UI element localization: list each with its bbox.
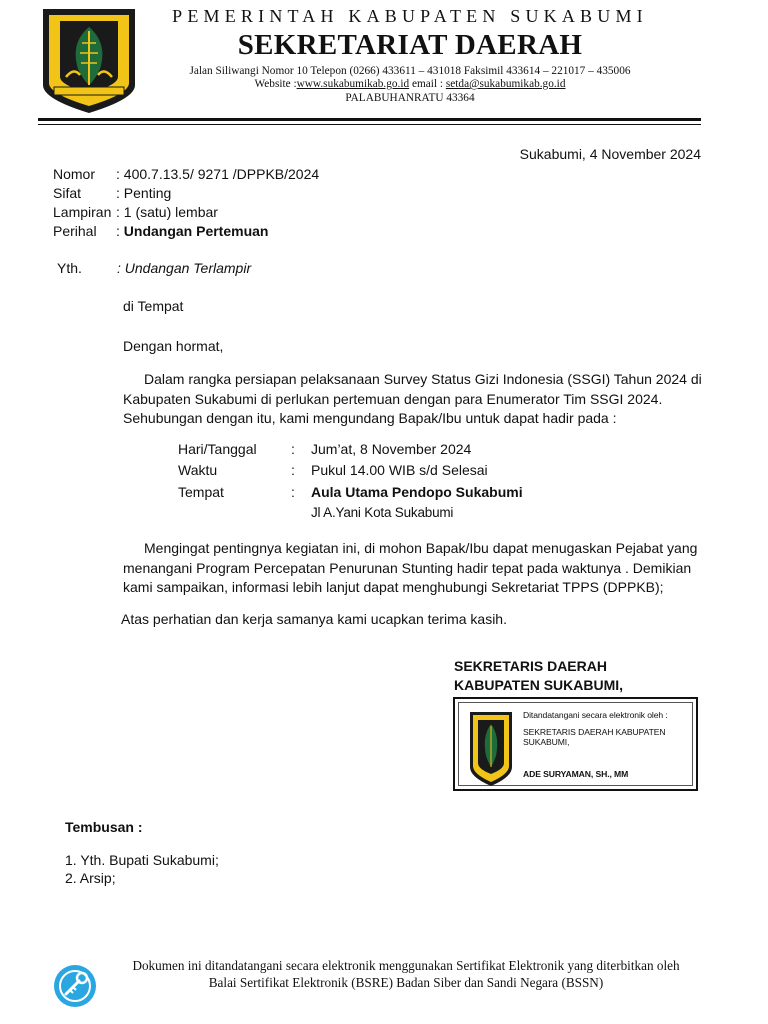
meta-row-sifat — [53, 185, 171, 201]
tembusan-item: 2. Arsip; — [65, 870, 116, 886]
meta-label: Perihal — [53, 223, 97, 239]
bsre-logo-icon — [52, 963, 98, 1009]
event-colon: : — [291, 441, 295, 457]
email-prefix: email : — [411, 78, 444, 90]
esign-signer-name: ADE SURYAMAN, SH., MM — [523, 769, 629, 779]
paragraph-text: Mengingat pentingnya kegiatan ini, di mohon Bapak/Ibu dapat menugaskan Pejabat yang menangani Program Percepatan Penurunan Stunting hadir tepat pada waktunya . Demikian kami sampaikan, informasi lebih lanjut dapat menghubungi Sekretariat TPPS (DPPKB); — [123, 540, 698, 595]
footer-line2: Balai Sertifikat Elektronik (BSRE) Badan Siber dan Sandi Negara (BSSN) — [208, 975, 604, 990]
recipient-label: Yth. — [57, 260, 82, 276]
event-time-label: Waktu — [178, 462, 218, 478]
meta-value: : 400.7.13.5/ 9271 /DPPKB/2024 — [116, 166, 320, 182]
greeting: Dengan hormat, — [123, 338, 224, 354]
signer-title-line2: KABUPATEN SUKABUMI, — [454, 677, 624, 693]
website-link[interactable]: www.sukabumikab.go.id — [296, 78, 410, 90]
event-colon: : — [291, 462, 295, 478]
meta-value: : — [116, 223, 124, 239]
office-title: SEKRETARIAT DAERAH — [237, 29, 583, 61]
meta-row-lampiran — [53, 204, 218, 220]
event-venue-address: Jl A.Yani Kota Sukabumi — [311, 505, 454, 520]
meta-label: Nomor — [53, 166, 96, 182]
signature-inner-frame — [458, 702, 693, 786]
website-prefix: Website : — [254, 78, 297, 90]
meta-label: Sifat — [53, 185, 82, 201]
body-paragraph-1 — [123, 370, 708, 429]
footer-line1: Dokumen ini ditandatangani secara elektronik menggunakan Sertifikat Elektronik yang diterbitkan oleh — [132, 958, 680, 973]
electronic-signature-box — [453, 697, 698, 791]
event-time-value: Pukul 14.00 WIB s/d Selesai — [311, 462, 488, 478]
meta-row-perihal — [53, 223, 268, 239]
body-paragraph-2 — [123, 539, 708, 598]
letterhead-divider-thick — [38, 118, 701, 121]
footer-notice — [108, 957, 704, 991]
tembusan-item: 1. Yth. Bupati Sukabumi; — [65, 852, 219, 868]
meta-row-nomor — [53, 166, 319, 182]
email-link[interactable]: setda@sukabumikab.go.id — [445, 78, 566, 90]
postal-code: PALABUHANRATU 43364 — [345, 92, 475, 104]
event-venue-label: Tempat — [178, 484, 224, 500]
meta-label: Lampiran — [53, 204, 112, 220]
event-venue-value: Aula Utama Pendopo Sukabumi — [311, 484, 523, 500]
signer-title-line1: SEKRETARIS DAERAH — [454, 658, 607, 674]
esign-position: SEKRETARIS DAERAH KABUPATEN SUKABUMI, — [523, 727, 666, 747]
event-colon: : — [291, 484, 295, 500]
tembusan-title: Tembusan : — [65, 819, 143, 835]
contact-line — [160, 78, 660, 91]
regency-crest-logo — [40, 7, 138, 115]
meta-value: : Penting — [116, 185, 172, 201]
government-name: PEMERINTAH KABUPATEN SUKABUMI — [172, 6, 648, 26]
letter-subject: Undangan Pertemuan — [123, 223, 269, 239]
recipient-value: : Undangan Terlampir — [117, 260, 252, 276]
signature-crest-logo — [469, 711, 513, 787]
letter-date: Sukabumi, 4 November 2024 — [519, 146, 701, 162]
meta-value: : 1 (satu) lembar — [116, 204, 218, 220]
closing-sentence: Atas perhatian dan kerja samanya kami ucapkan terima kasih. — [121, 611, 507, 627]
recipient-place: di Tempat — [123, 298, 184, 314]
esign-caption: Ditandatangani secara elektronik oleh : — [523, 710, 668, 720]
event-day-label: Hari/Tanggal — [178, 441, 257, 457]
letterhead-divider-thin — [38, 124, 701, 125]
paragraph-text: Dalam rangka persiapan pelaksanaan Survey Status Gizi Indonesia (SSGI) Tahun 2024 di Kabupaten Sukabumi di perlukan pertemuan dengan para Enumerator Tim SSGI 2024. Sehubungan dengan itu, kami mengundang Bapak/Ibu untuk dapat hadir pada : — [123, 371, 702, 426]
event-day-value: Jum’at, 8 November 2024 — [311, 441, 472, 457]
office-address: Jalan Siliwangi Nomor 10 Telepon (0266) 433611 – 431018 Faksimil 433614 – 221017 – 435006 — [189, 65, 631, 77]
signer-title — [454, 657, 623, 695]
